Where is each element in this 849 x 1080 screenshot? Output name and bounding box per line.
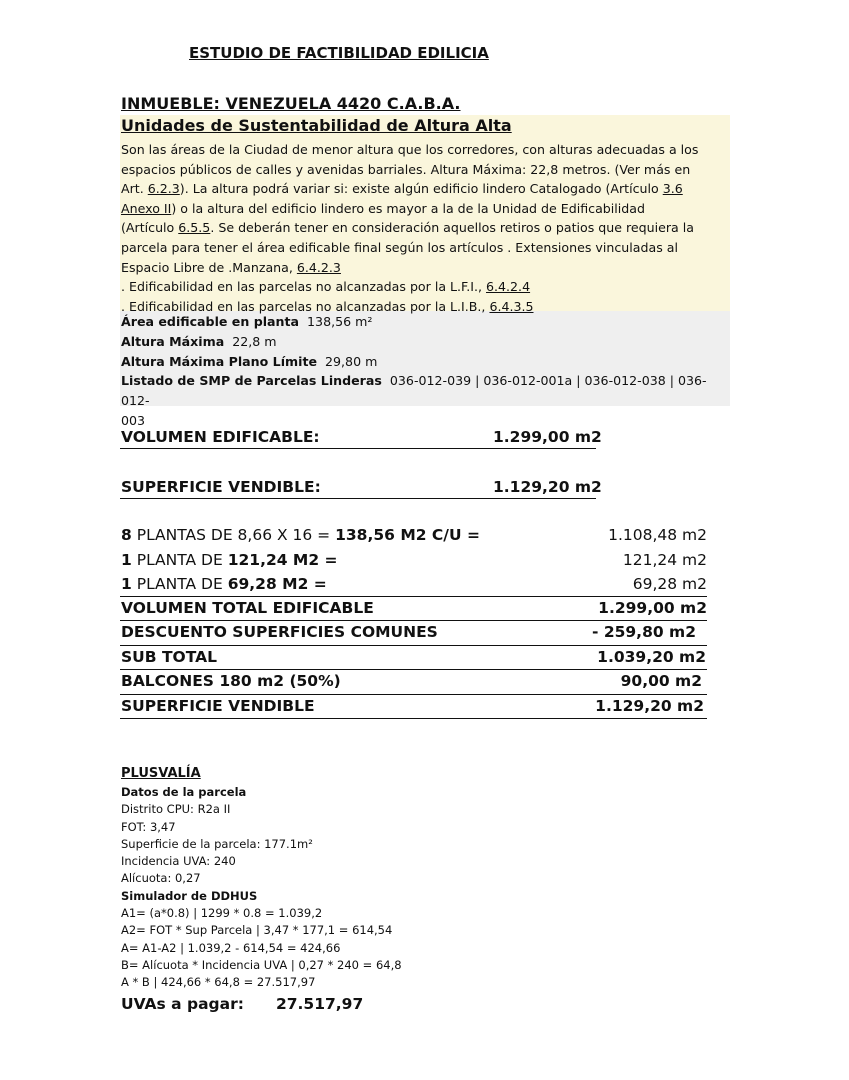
desc-text: Espacio Libre de .Manzana, [121,259,297,275]
datos-line: Superficie de la parcela: 177.1m² [121,836,313,851]
datos-line: Alícuota: 0,27 [121,871,201,886]
desc-line [121,258,727,278]
planta-value: 121,24 m2 [622,551,707,569]
datos-line: FOT: 3,47 [121,819,176,834]
simulador-line: A= A1-A2 | 1.039,2 - 614,54 = 424,66 [121,940,341,955]
desc-line [121,277,727,297]
planta-count: 1 [121,575,132,593]
plano-label: Altura Máxima Plano Límite [121,353,318,369]
article-link[interactable]: 3.6 [662,181,683,197]
property-heading: INMUEBLE: VENEZUELA 4420 C.A.B.A. [121,94,461,113]
plano-row [121,352,729,372]
planta-row [121,526,480,544]
article-link[interactable]: 6.2.3 [147,181,180,197]
datos-heading: Datos de la parcela [121,785,247,799]
row-divider [120,694,707,695]
plano-value: 29,80 m [325,353,378,369]
desc-line: Son las áreas de la Ciudad de menor altura que los corredores, con alturas adecuadas a los [121,142,699,157]
uvas-label: UVAs a pagar: [121,995,244,1013]
area-label: Área edificable en planta [121,314,300,329]
desc-text: . Edificabilidad en las parcelas no alcanzadas por la L.F.I., [121,279,487,295]
desc-text: (Artículo [121,220,179,236]
simulador-line: A2= FOT * Sup Parcela | 3,47 * 177,1 = 614,54 [121,923,393,938]
row-divider [120,596,707,597]
planta-area: 69,28 M2 = [227,575,327,593]
zoning-description [121,140,727,316]
smp-value: 036-012-039 | 036-012-001a | 036-012-038 | 036-012- [121,373,707,409]
desc-line: parcela para tener el área edificable final según los artículos . Extensiones vinculadas al [121,239,678,255]
simulador-line: B= Alícuota * Incidencia UVA | 0,27 * 240 = 64,8 [121,957,402,972]
desc-text: . Se deberán tener en consideración aquellos retiros o patios que requiera la [210,220,694,236]
planta-count: 1 [121,551,132,569]
planta-area: 121,24 M2 = [227,551,338,569]
article-link[interactable]: Anexo II [121,200,172,216]
total-value: 1.039,20 m2 [597,648,706,666]
plusvalia-heading: PLUSVALÍA [121,766,201,781]
article-link[interactable]: 6.5.5 [178,220,211,236]
smp-row-cont: 003 [121,412,146,428]
datos-line: Distrito CPU: R2a II [121,802,231,817]
planta-row [121,551,338,569]
desc-line [121,179,727,199]
area-row [121,312,729,332]
planta-value: 69,28 m2 [632,575,707,593]
simulador-line: A * B | 424,66 * 64,8 = 27.517,97 [121,975,316,990]
article-link[interactable]: 6.4.2.3 [296,259,341,275]
total-label: DESCUENTO SUPERFICIES COMUNES [121,623,438,641]
total-label: SUB TOTAL [121,648,217,666]
altura-value: 22,8 m [232,333,277,349]
simulador-heading: Simulador de DDHUS [121,888,258,903]
desc-text: Art. [121,181,148,197]
total-value: 1.299,00 m2 [598,599,707,617]
row-divider [120,620,707,621]
uvas-total [121,995,363,1013]
total-label: BALCONES 180 m2 (50%) [121,672,341,690]
planta-row [121,575,327,593]
volumen-underline [120,448,596,449]
superficie-label: SUPERFICIE VENDIBLE: [121,478,321,496]
total-label: SUPERFICIE VENDIBLE [121,697,315,715]
altura-row [121,332,729,352]
document-title: ESTUDIO DE FACTIBILIDAD EDILICIA [189,44,489,62]
article-link[interactable]: 6.4.3.5 [489,298,534,314]
desc-line [121,218,727,238]
uvas-value: 27.517,97 [275,995,364,1013]
total-value: 90,00 m2 [620,672,702,690]
desc-line: espacios públicos de calles y avenidas barriales. Altura Máxima: 22,8 metros. (Ver más en [121,161,691,177]
desc-text: ). La altura podrá variar si: existe algún edificio lindero Catalogado (Artículo [179,181,663,197]
superficie-underline [120,498,596,499]
row-divider [120,669,707,670]
planta-text: PLANTAS DE 8,66 X 16 = [131,526,336,544]
planta-text: PLANTA DE [131,575,228,593]
volumen-label: VOLUMEN EDIFICABLE: [121,428,320,446]
planta-count: 8 [121,526,132,544]
plusvalia-section [121,764,621,992]
total-label: VOLUMEN TOTAL EDIFICABLE [121,599,374,617]
datos-line: Incidencia UVA: 240 [121,854,236,869]
desc-text: ) o la altura del edificio lindero es mayor a la de la Unidad de Edificabilidad [171,200,646,216]
row-divider [120,718,707,719]
simulador-line: A1= (a*0.8) | 1299 * 0.8 = 1.039,2 [121,906,323,921]
altura-label: Altura Máxima [121,333,225,349]
desc-text: . Edificabilidad en las parcelas no alcanzadas por la L.I.B., [121,298,490,314]
volumen-value: 1.299,00 m2 [493,428,602,446]
planta-area: 138,56 M2 C/U = [335,526,480,544]
superficie-value: 1.129,20 m2 [493,478,602,496]
total-value: 1.129,20 m2 [595,697,704,715]
smp-label: Listado de SMP de Parcelas Linderas [121,373,382,389]
parcel-info [121,312,729,431]
area-value: 138,56 m² [307,314,373,329]
row-divider [120,645,707,646]
article-link[interactable]: 6.4.2.4 [486,279,531,295]
planta-text: PLANTA DE [131,551,228,569]
smp-row [121,371,729,411]
total-value: - 259,80 m2 [592,623,696,641]
zoning-heading: Unidades de Sustentabilidad de Altura Alta [121,116,512,135]
planta-value: 1.108,48 m2 [608,526,707,544]
desc-line [121,199,727,219]
